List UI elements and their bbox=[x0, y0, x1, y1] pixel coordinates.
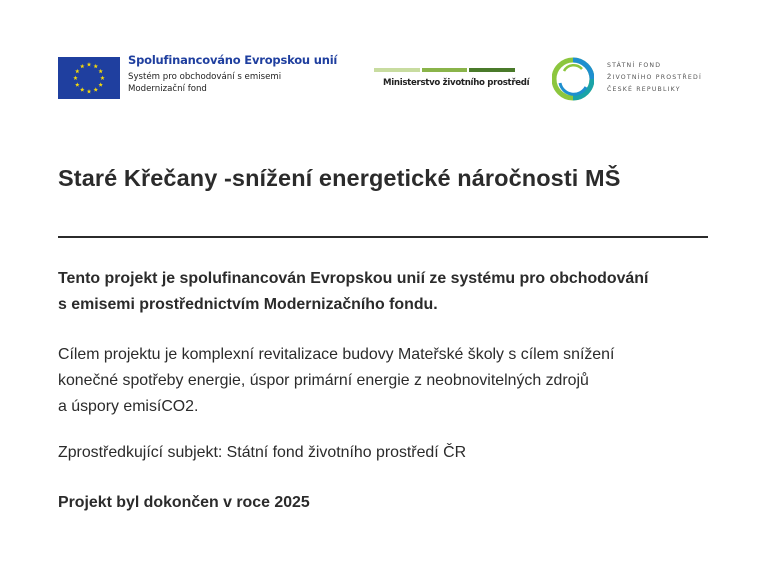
ministry-logo-text: Ministerstvo životního prostředí bbox=[383, 78, 530, 88]
ministry-logo-bars bbox=[374, 68, 515, 72]
goal-line: a úspory emisíCO2. bbox=[58, 398, 199, 415]
sfzp-emblem-icon bbox=[552, 57, 594, 101]
intermediary-paragraph: Zprostředkující subjekt: Státní fond životního prostředí ČR bbox=[58, 444, 467, 461]
goal-line: konečné spotřeby energie, úspor primární energie z neobnovitelných zdrojů bbox=[58, 372, 589, 389]
eu-flag-icon bbox=[58, 57, 120, 99]
eu-logo-line2: Modernizační fond bbox=[128, 84, 207, 95]
sfzp-logo bbox=[552, 57, 702, 101]
funding-line: s emisemi prostřednictvím Modernizačního fondu. bbox=[58, 296, 438, 313]
funding-line: Tento projekt je spolufinancován Evropskou unií ze systému pro obchodování bbox=[58, 270, 649, 287]
eu-cofunding-logo bbox=[58, 53, 338, 99]
title-divider bbox=[58, 236, 708, 238]
goal-paragraph bbox=[58, 342, 718, 420]
sfzp-logo-line1: STÁTNÍ FOND bbox=[607, 62, 662, 69]
goal-line: Cílem projektu je komplexní revitalizace budovy Mateřské školy s cílem snížení bbox=[58, 346, 615, 363]
eu-logo-line1: Systém pro obchodování s emisemi bbox=[128, 71, 282, 82]
eu-logo-title: Spolufinancováno Evropskou unií bbox=[128, 53, 338, 67]
eu-logo-text bbox=[128, 55, 337, 94]
sfzp-logo-line3: ČESKÉ REPUBLIKY bbox=[607, 86, 681, 93]
funding-paragraph bbox=[58, 266, 718, 318]
ministry-environment-logo bbox=[374, 68, 530, 88]
completion-paragraph: Projekt byl dokončen v roce 2025 bbox=[58, 494, 310, 511]
sfzp-logo-text bbox=[607, 60, 702, 96]
sfzp-logo-line2: ŽIVOTNÍHO PROSTŘEDÍ bbox=[607, 74, 702, 81]
page-title: Staré Křečany -snížení energetické náročnosti MŠ bbox=[58, 165, 621, 191]
